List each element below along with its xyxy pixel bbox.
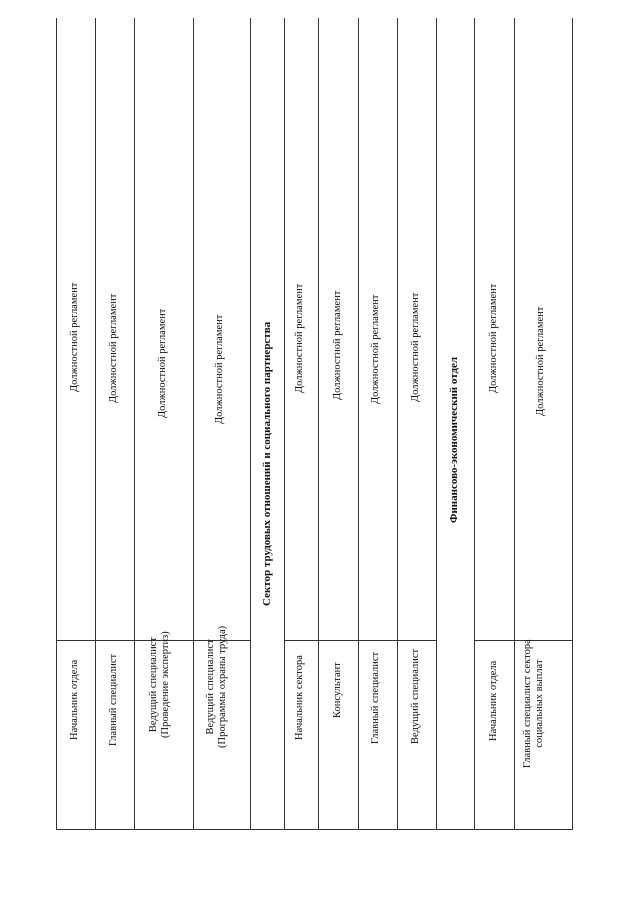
table-border-left [56, 18, 57, 830]
document-cell: Должностной регламент [157, 308, 168, 418]
row-divider [514, 18, 515, 830]
section-header: Сектор трудовых отношений и социального партнерства [261, 321, 273, 606]
document-cell: Должностной регламент [410, 292, 421, 402]
row-divider [284, 18, 285, 830]
table-row [69, 660, 81, 740]
row-divider [95, 18, 96, 830]
position-note: (Проведение экспертиз) [160, 631, 171, 738]
row-divider [318, 18, 319, 830]
table-row [488, 661, 500, 741]
row-divider [474, 18, 475, 830]
position-cell: Ведущий специалист [410, 648, 421, 744]
row-divider [397, 18, 398, 830]
position-cell: Главный специалист сектора [522, 639, 533, 768]
document-cell: Должностной регламент [108, 293, 119, 403]
position-cell: Начальник отдела [69, 659, 80, 740]
document-cell: Должностной регламент [69, 282, 80, 392]
position-cell: Главный специалист [370, 651, 381, 744]
column-divider [284, 640, 436, 641]
table-row [148, 631, 172, 738]
document-cell: Должностной регламент [535, 306, 546, 416]
table-border-bottom [56, 829, 572, 830]
document-cell: Должностной регламент [488, 283, 499, 393]
table-row [522, 639, 546, 768]
position-cell: Консультант [332, 662, 343, 718]
position-note: социальных выплат [534, 659, 545, 748]
document-cell: Должностной регламент [332, 290, 343, 400]
position-note: (Программы охраны труда) [217, 625, 228, 748]
row-divider [250, 18, 251, 830]
table-row [332, 662, 344, 718]
table-border-right [572, 18, 573, 830]
position-cell: Ведущий специалист [205, 639, 216, 735]
document-cell: Должностной регламент [214, 314, 225, 424]
row-divider [134, 18, 135, 830]
document-cell: Должностной регламент [294, 283, 305, 393]
table-row [205, 626, 229, 748]
section-header: Финансово-экономический отдел [448, 356, 460, 523]
position-cell: Начальник сектора [294, 655, 305, 740]
table-row [370, 652, 382, 744]
position-cell: Начальник отдела [488, 660, 499, 741]
rotated-table [56, 18, 573, 830]
table-row [108, 654, 120, 746]
position-cell: Ведущий специалист [148, 637, 159, 733]
row-divider [436, 18, 437, 830]
row-divider [193, 18, 194, 830]
document-cell: Должностной регламент [370, 294, 381, 404]
table-row [410, 649, 422, 744]
row-divider [358, 18, 359, 830]
position-cell: Главный специалист [108, 653, 119, 746]
table-row [294, 655, 306, 740]
